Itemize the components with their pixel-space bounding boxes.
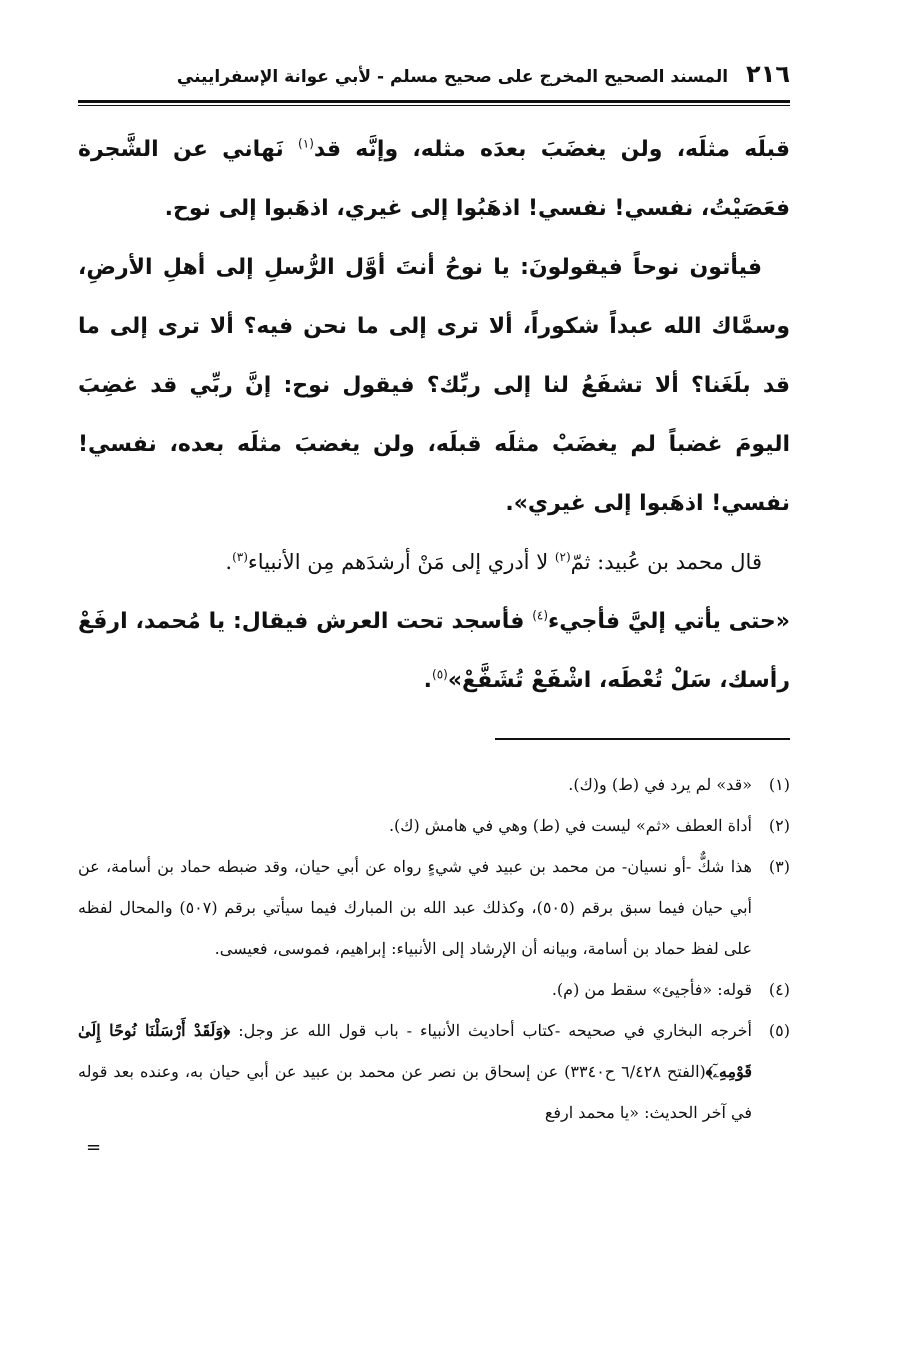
footnote-text-before: أخرجه البخاري في صحيحه -كتاب أحاديث الأنبياء - باب قول الله عز وجل: — [230, 1021, 752, 1040]
paragraph-4-part-1: «حتى يأتي إليَّ فأجيء — [548, 609, 790, 634]
footnote-text-after: (الفتح ٦/٤٢٨ ح٣٣٤٠) عن إسحاق بن نصر عن محمد بن عبيد عن أبي حيان به، وعنده بعد قوله في آخر الحديث: «يا محمد ارفع — [78, 1062, 752, 1122]
footnote-5 — [78, 1010, 790, 1133]
paragraph-3 — [78, 533, 790, 592]
paragraph-1-part-2: نَهاني عن الشَّجرة فعَصَيْتُ، نفسي! نفسي! اذهَبُوا إلى غيري، اذهَبوا إلى نوح. — [78, 137, 790, 221]
footnote-number: (١) — [768, 775, 790, 794]
continuation-mark: = — [86, 1137, 102, 1158]
footnote-ref-5: (٥) — [432, 667, 448, 682]
footnote-number: (٤) — [768, 980, 790, 999]
footnote-2 — [78, 805, 790, 846]
paragraph-1-part-1: قبلَه مثلَه، ولن يغضَبَ بعدَه مثله، وإنَّه قد — [313, 137, 790, 162]
quran-verse: ﴿وَلَقَدْ أَرْسَلْنَا نُوحًا إِلَىٰ قَوْمِهِۦٓ﴾ — [78, 1021, 752, 1081]
paragraph-2: فيأتون نوحاً فيقولونَ: يا نوحُ أنتَ أوَّل الرُّسلِ إلى أهلِ الأرضِ، وسمَّاك الله عبداً شكوراً، ألا ترى إلى ما نحن فيه؟ ألا ترى إلى ما قد بلَغَنا؟ ألا تشفَعُ لنا إلى ربِّك؟ فيقول نوح: إنَّ ربِّي قد غضِبَ اليومَ غضباً لم يغضَبْ مثلَه قبلَه، ولن يغضبَ مثلَه بعده، نفسي! نفسي! اذهَبوا إلى غيري». — [78, 255, 790, 516]
footnote-separator — [495, 738, 790, 740]
paragraph-4-part-2: فأسجد تحت العرش فيقال: يا مُحمد، ارفَعْ رأسك، سَلْ تُعْطَه، اشْفَعْ تُشَفَّعْ» — [78, 609, 790, 693]
paragraph-3-part-3: . — [225, 550, 233, 574]
footnote-text — [78, 1010, 752, 1133]
footnote-text: أداة العطف «ثم» ليست في (ط) وهي في هامش (ك). — [388, 816, 752, 835]
paragraph-3-part-2: لا أدري إلى مَنْ أرشدَهم مِن الأنبياء — [247, 550, 555, 574]
footnotes — [78, 764, 790, 1163]
footnote-number: (٣) — [768, 857, 790, 876]
header-title: المسند الصحيح المخرج على صحيح مسلم - لأبي عوانة الإسفراييني — [176, 67, 729, 87]
running-header — [78, 60, 790, 100]
paragraph-4-part-3: . — [423, 668, 432, 693]
footnote-ref-3: (٣) — [232, 550, 248, 564]
footnote-ref-2: (٢) — [554, 550, 571, 564]
page-number: ٢١٦ — [746, 60, 790, 88]
footnote-text: قوله: «فأجيئ» سقط من (م). — [551, 980, 752, 999]
paragraph-3-part-1: قال محمد بن عُبيد: ثمّ — [570, 550, 762, 574]
footnote-3 — [78, 846, 790, 969]
paragraph-4 — [78, 592, 790, 710]
footnote-4 — [78, 969, 790, 1010]
footnote-number: (٥) — [768, 1021, 790, 1040]
footnote-1 — [78, 764, 790, 805]
paragraph-1 — [78, 120, 790, 238]
header-rule — [78, 100, 790, 106]
footnote-number: (٢) — [768, 816, 790, 835]
footnote-ref-1: (١) — [298, 136, 314, 151]
page — [78, 60, 790, 1163]
footnote-text: هذا شكٌّ -أو نسيان- من محمد بن عبيد في شيءٍ رواه عن أبي حيان، وقد ضبطه حماد بن أسامة، عن أبي حيان فيما سبق برقم (٥٠٥)، وكذلك عبد الله بن المبارك فيما سيأتي برقم (٥٠٧) والمحال لفظه على لفظ حماد بن أسامة، وبيانه أن الإرشاد إلى الأنبياء: إبراهيم، فموسى، فعيسى. — [78, 857, 752, 958]
footnote-text: «قد» لم يرد في (ط) و(ك). — [568, 775, 752, 794]
footnote-ref-4: (٤) — [532, 608, 549, 623]
main-text — [78, 120, 790, 710]
